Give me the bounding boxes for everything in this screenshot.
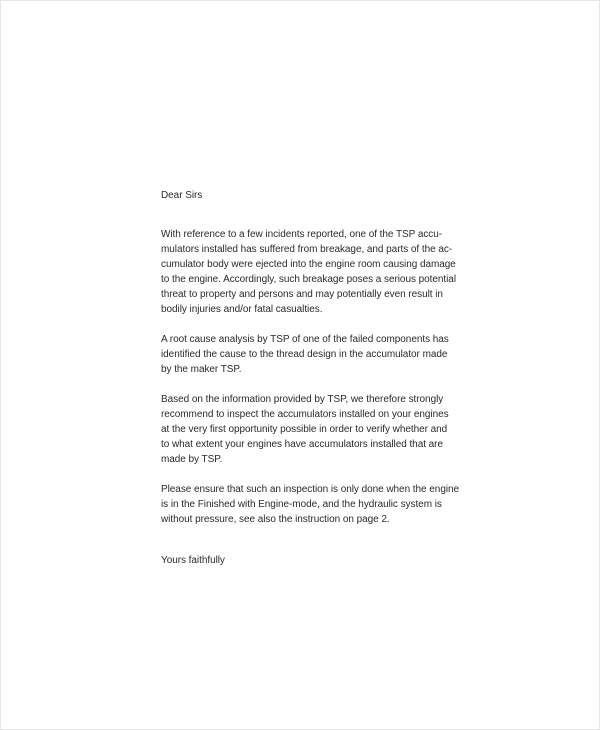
paragraph-line: cumulator body were ejected into the engine room causing damage: [161, 259, 456, 270]
paragraph-line: threat to property and persons and may potentially even result in: [161, 289, 443, 300]
paragraph-incidents: [161, 227, 461, 317]
paragraph-line: A root cause analysis by TSP of one of the failed components has: [161, 334, 449, 345]
paragraph-line: is in the Finished with Engine-mode, and the hydraulic system is: [161, 499, 442, 510]
paragraph-line: at the very first opportunity possible in order to verify whether and: [161, 424, 448, 435]
paragraph-line: mulators installed has suffered from breakage, and parts of the ac-: [161, 244, 453, 255]
paragraph-line: without pressure, see also the instruction on page 2.: [161, 514, 390, 525]
paragraph-root-cause: [161, 332, 461, 377]
paragraph-line: Based on the information provided by TSP, we therefore strongly: [161, 394, 444, 405]
paragraph-line: to what extent your engines have accumulators installed that are: [161, 439, 443, 450]
paragraph-line: bodily injuries and/or fatal casualties.: [161, 304, 323, 315]
paragraph-line: to the engine. Accordingly, such breakage poses a serious potential: [161, 274, 456, 285]
paragraph-line: Please ensure that such an inspection is only done when the engine: [161, 484, 460, 495]
paragraph-line: With reference to a few incidents reported, one of the TSP accu-: [161, 229, 443, 240]
paragraph-line: by the maker TSP.: [161, 364, 242, 375]
paragraph-line: recommend to inspect the accumulators installed on your engines: [161, 409, 449, 420]
paragraph-recommendation: [161, 392, 461, 467]
letter-body: [161, 188, 461, 568]
paragraph-inspection-conditions: [161, 482, 461, 527]
paragraph-line: identified the cause to the thread design in the accumulator made: [161, 349, 448, 360]
salutation: Dear Sirs: [161, 190, 203, 201]
closing: Yours faithfully: [161, 555, 225, 566]
paragraph-line: made by TSP.: [161, 454, 223, 465]
